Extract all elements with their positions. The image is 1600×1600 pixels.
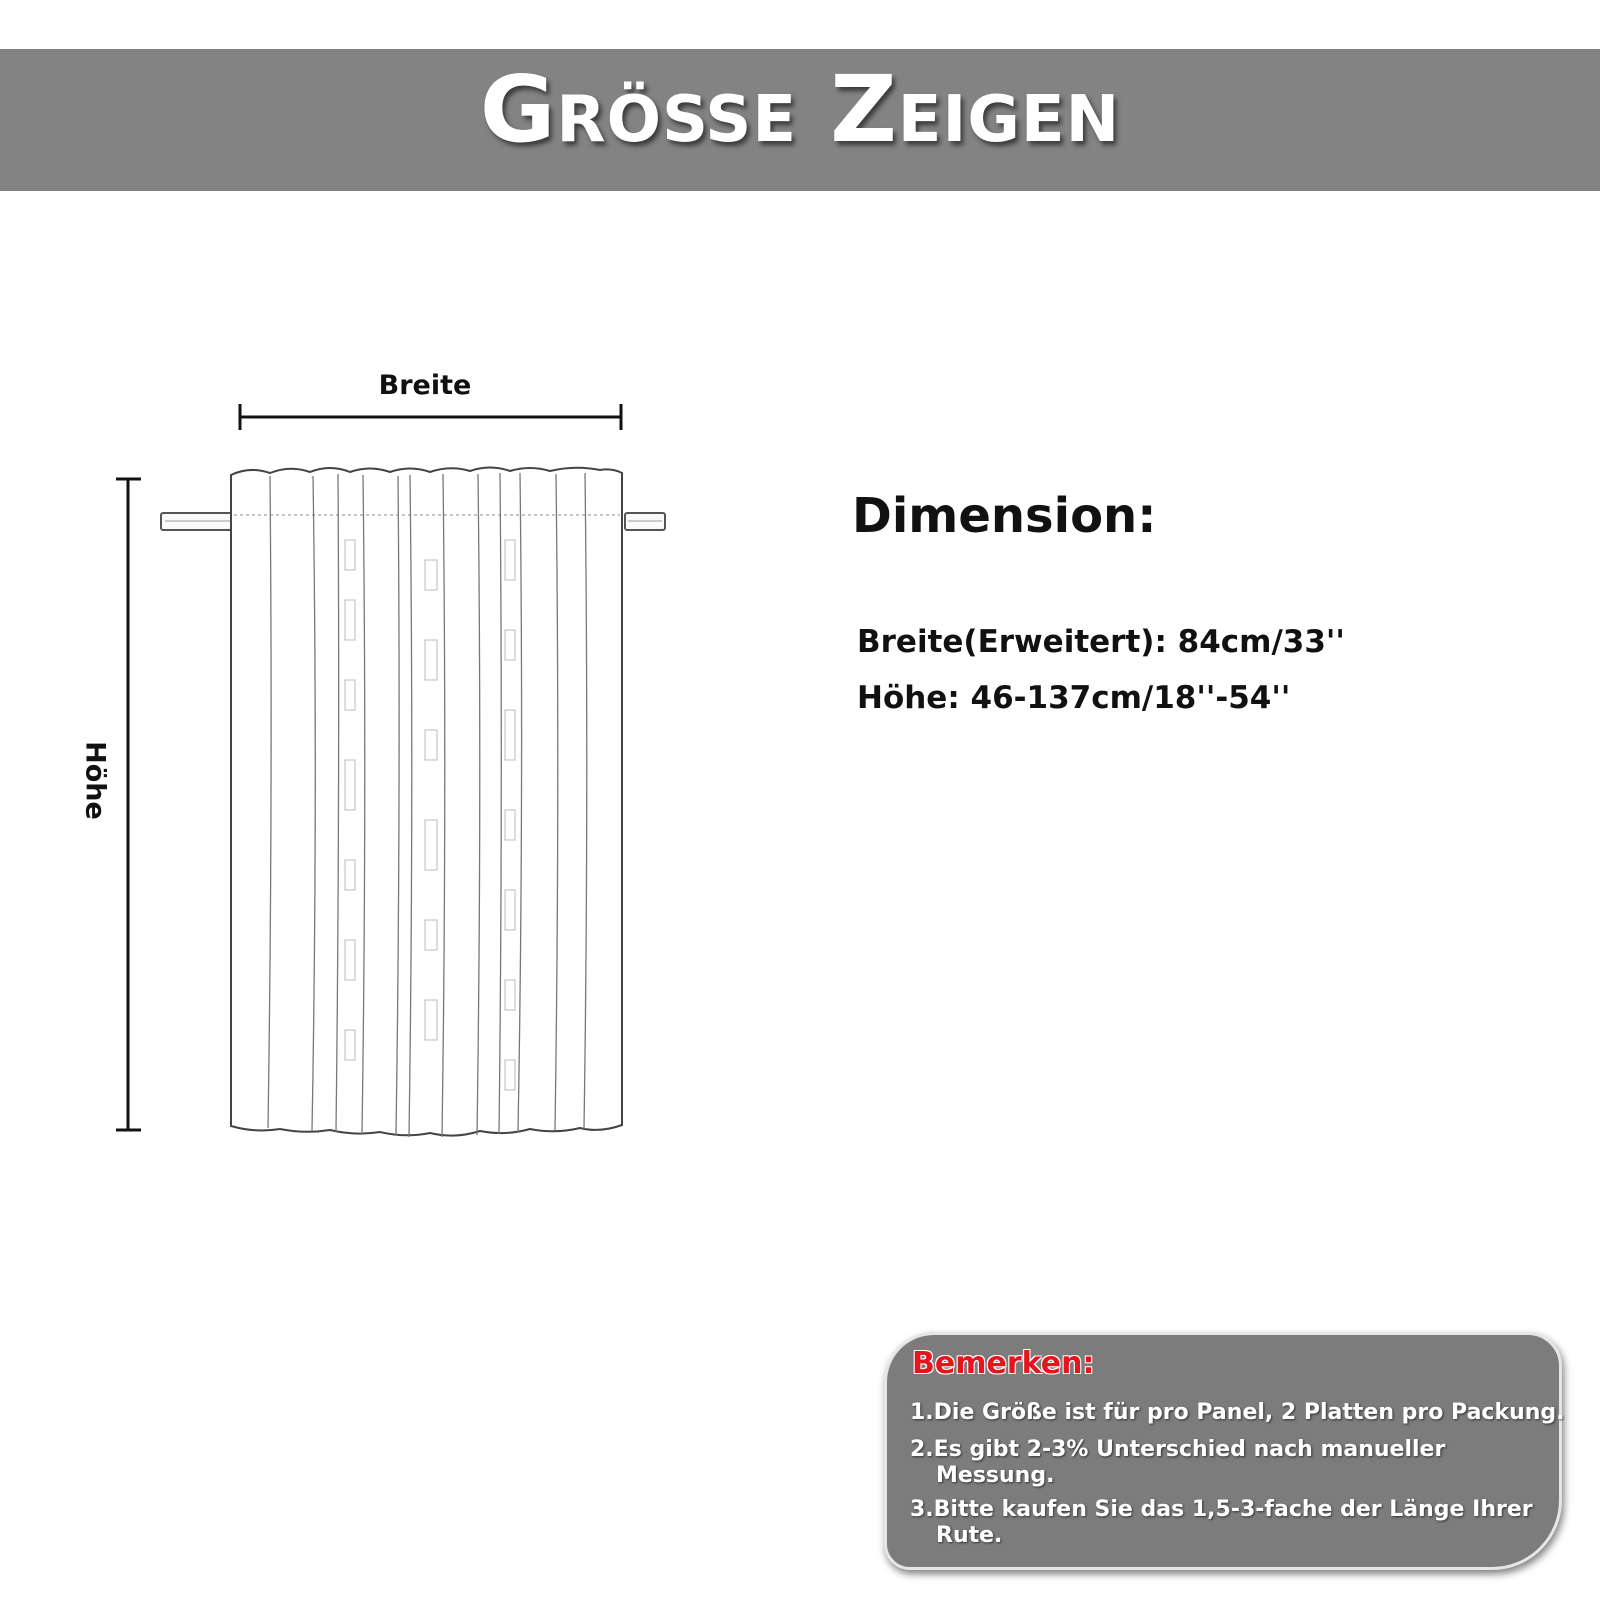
width-label: Breite — [378, 370, 472, 401]
page-title: Größe Zeigen — [479, 56, 1121, 163]
note-item — [910, 1497, 1560, 1549]
note-item-line: 3.Bitte kaufen Sie das 1,5-3-fache der Länge Ihrer — [910, 1497, 1533, 1522]
note-item — [910, 1437, 1560, 1489]
height-dimension-line — [116, 479, 141, 1130]
width-spec: Breite(Erweitert): 84cm/33'' — [857, 624, 1345, 660]
notes-title: Bemerken: — [912, 1346, 1095, 1381]
width-dimension-line — [240, 404, 621, 430]
height-label: Höhe — [79, 741, 111, 820]
height-spec: Höhe: 46-137cm/18''-54'' — [857, 680, 1291, 716]
note-item-line: Messung. — [936, 1463, 1055, 1488]
dimension-heading: Dimension: — [852, 488, 1157, 544]
note-item-line: 2.Es gibt 2-3% Unterschied nach manueller — [910, 1437, 1446, 1462]
note-item: 1.Die Größe ist für pro Panel, 2 Platten pro Packung. — [910, 1400, 1565, 1425]
curtain-panel — [231, 468, 622, 1136]
note-item-line: Rute. — [936, 1523, 1003, 1548]
